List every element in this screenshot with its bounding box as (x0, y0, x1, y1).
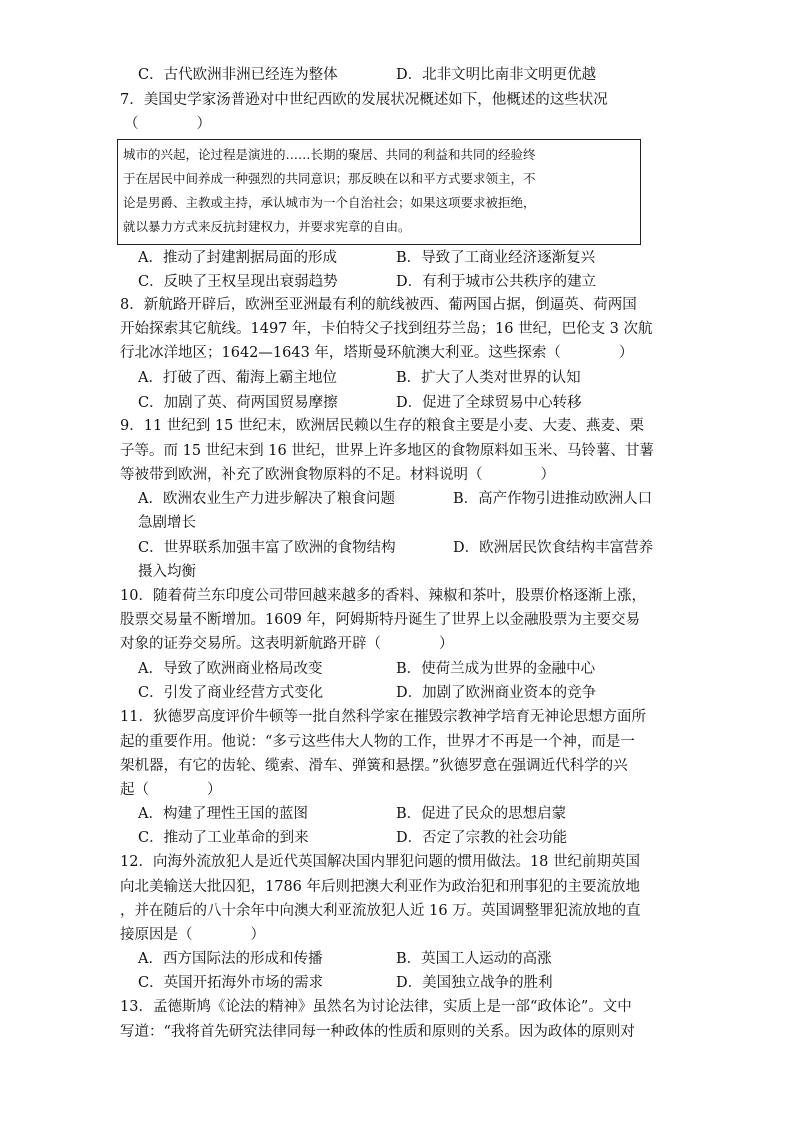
q10-option-b: B．使荷兰成为世界的金融中心 (396, 661, 596, 677)
q9-stem-line: 9．11 世纪到 15 世纪末，欧洲居民赖以生存的粮食主要是小麦、大麦、燕麦、栗 (120, 418, 644, 434)
q12-option-d: D．美国独立战争的胜利 (396, 975, 553, 991)
q11-stem-line: 起的重要作用。他说：“多亏这些伟大人物的工作，世界才不再是一个神，而是一 (120, 734, 635, 750)
q10-stem-line: 股票交易量不断增加。1609 年，阿姆斯特丹诞生了世界上以金融股票为主要交易 (120, 612, 641, 628)
q9-stem-line: 子等。而 15 世纪末到 16 世纪，世界上许多地区的食物原料如玉米、马铃薯、甘薯 (120, 443, 654, 459)
q9-option-b-continued: 急剧增长 (138, 515, 196, 531)
q10-stem-line: 对象的证券交易所。这表明新航路开辟（ ） (120, 636, 454, 652)
q8-stem-line: 开始探索其它航线。1497 年，卡伯特父子找到纽芬兰岛；16 世纪，巴伦支 3 次航 (120, 321, 653, 337)
q8-stem-line: 8．新航路开辟后，欧洲至亚洲最有利的航线被西、葡两国占据，倒逼英、荷两国 (120, 297, 637, 313)
q10-option-d: D．加剧了欧洲商业资本的竞争 (396, 685, 597, 701)
q7-stem-line-1: 7．美国史学家汤普逊对中世纪西欧的发展状况概述如下，他概述的这些状况 (120, 92, 608, 108)
q11-option-a: A．构建了理性王国的蓝图 (138, 806, 308, 822)
q11-option-b: B．促进了民众的思想启蒙 (396, 806, 567, 822)
q11-stem-line: 11．狄德罗高度评价牛顿等一批自然科学家在摧毁宗教神学培育无神论思想方面所 (120, 709, 646, 725)
q7-quote-box (117, 139, 641, 245)
q13-stem-line: 13．孟德斯鸠《论法的精神》虽然名为讨论法律，实质上是一部“政体论”。文中 (120, 999, 632, 1015)
q7-quote-line: 于在居民中间养成一种强烈的共同意识；那反映在以和平方式要求领主，不 (123, 171, 536, 186)
q12-stem-line: 12．向海外流放犯人是近代英国解决国内罪犯问题的惯用做法。18 世纪前期英国 (120, 854, 641, 870)
q8-option-c: C．加剧了英、荷两国贸易摩擦 (138, 395, 338, 411)
q7-quote-line: 论是男爵、主教或主持，承认城市为一个自治社会；如果这项要求被拒绝， (123, 195, 536, 210)
prev-option-c: C．古代欧洲非洲已经连为整体 (138, 67, 338, 83)
q9-option-d: D．欧洲居民饮食结构丰富营养 (453, 540, 654, 556)
q7-stem-line-2: （ ） (124, 116, 211, 132)
q9-option-c: C．世界联系加强丰富了欧洲的食物结构 (138, 540, 396, 556)
q8-option-a: A．打破了西、葡海上霸主地位 (138, 370, 337, 386)
q7-quote-line: 城市的兴起，论过程是演进的……长期的聚居、共同的利益和共同的经验终 (123, 147, 536, 162)
q10-option-a: A．导致了欧洲商业格局改变 (138, 661, 323, 677)
q11-option-c: C．推动了工业革命的到来 (138, 830, 309, 846)
q12-stem-line: 向北美输送大批囚犯，1786 年后则把澳大利亚作为政治犯和刑事犯的主要流放地 (120, 879, 641, 895)
q12-stem-line: 接原因是（ ） (120, 927, 265, 943)
q11-option-d: D．否定了宗教的社会功能 (396, 830, 568, 846)
q9-option-a: A．欧洲农业生产力进步解决了粮食问题 (138, 491, 395, 507)
q7-quote-line: 就以暴力方式来反抗封建权力，并要求宪章的自由。 (123, 219, 411, 234)
q10-option-c: C．引发了商业经营方式变化 (138, 685, 324, 701)
q12-option-c: C．英国开拓海外市场的需求 (138, 975, 324, 991)
q11-stem-line: 起（ ） (120, 782, 222, 798)
q13-stem-line: 写道：“我将首先研究法律同每一种政体的性质和原则的关系。因为政体的原则对 (120, 1024, 635, 1040)
q7-option-c: C．反映了王权呈现出衰弱趋势 (138, 274, 338, 290)
q12-option-a: A．西方国际法的形成和传播 (138, 951, 323, 967)
q11-stem-line: 架机器，有它的齿轮、缆索、滑车、弹簧和悬摆。”狄德罗意在强调近代科学的兴 (120, 758, 628, 774)
q12-option-b: B．英国工人运动的高涨 (396, 951, 552, 967)
q9-stem-line: 等被带到欧洲，补充了欧洲食物原料的不足。材料说明（ ） (120, 467, 555, 483)
q7-option-a: A．推动了封建割据局面的形成 (138, 250, 337, 266)
q7-option-b: B．导致了工商业经济逐渐复兴 (396, 250, 596, 266)
q9-option-d-continued: 摄入均衡 (138, 564, 196, 580)
q8-stem-line: 行北冰洋地区；1642—1643 年，塔斯曼环航澳大利亚。这些探索（ ） (120, 345, 634, 361)
q7-option-d: D．有利于城市公共秩序的建立 (396, 274, 597, 290)
prev-option-d: D．北非文明比南非文明更优越 (396, 67, 597, 83)
q8-option-b: B．扩大了人类对世界的认知 (396, 370, 581, 386)
q10-stem-line: 10．随着荷兰东印度公司带回越来越多的香料、辣椒和茶叶，股票价格逐渐上涨， (120, 588, 646, 604)
q9-option-b: B．高产作物引进推动欧洲人口 (453, 491, 653, 507)
q8-option-d: D．促进了全球贸易中心转移 (396, 395, 582, 411)
q12-stem-line: ，并在随后的八十余年中向澳大利亚流放犯人近 16 万。英国调整罪犯流放地的直 (120, 903, 641, 919)
